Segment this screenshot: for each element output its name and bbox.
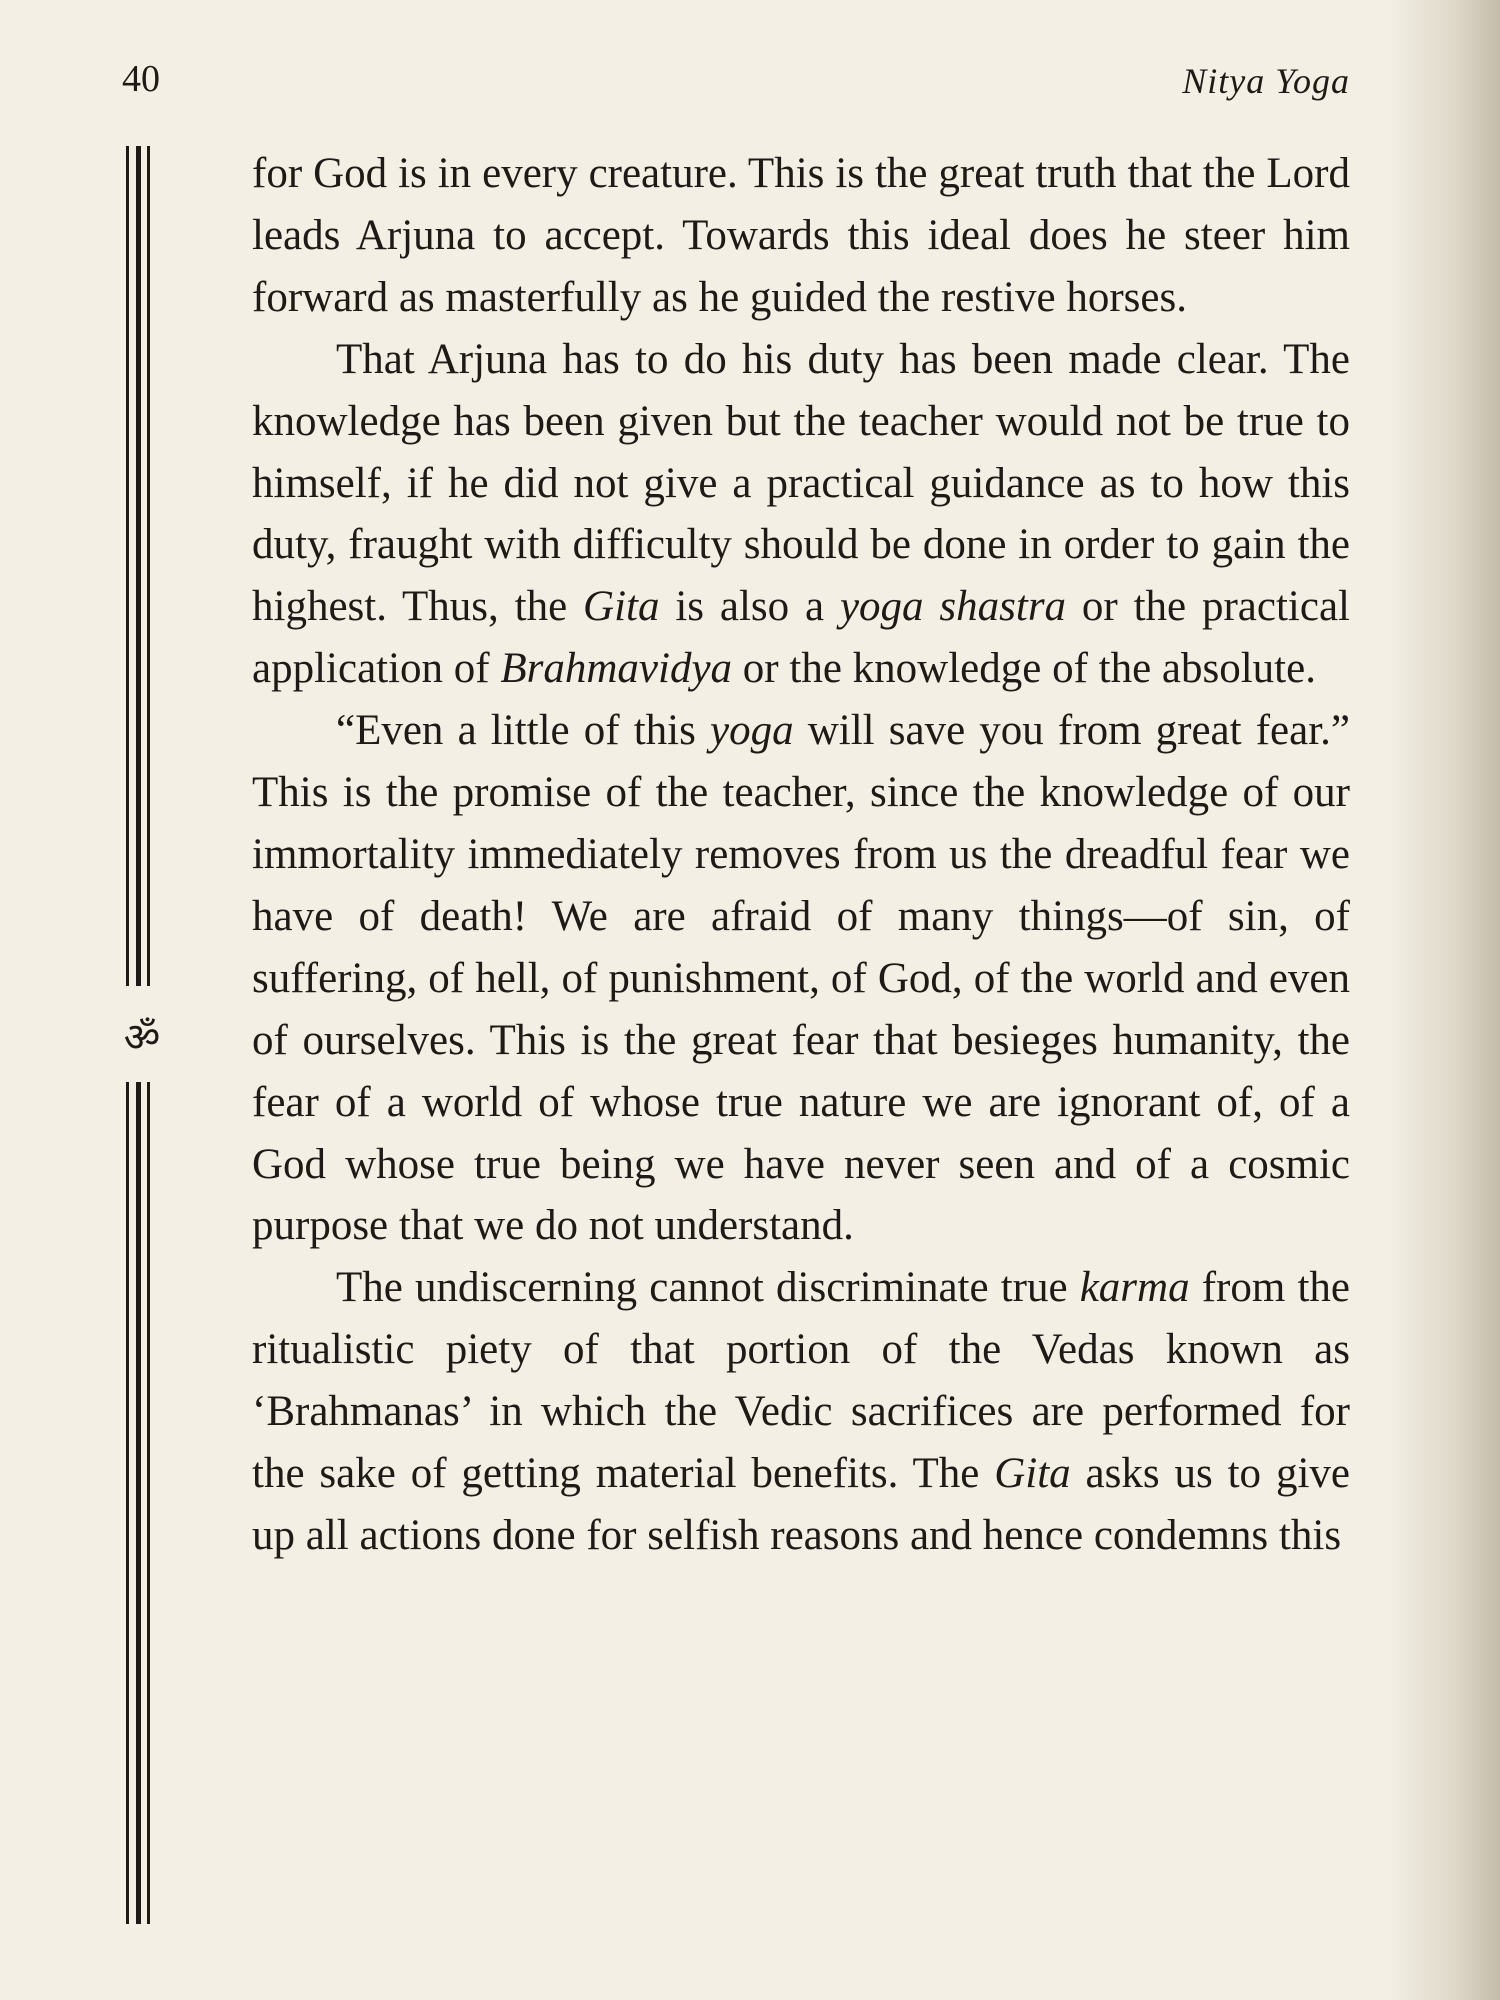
body-text xyxy=(252,143,1350,1567)
italic-term: Gita xyxy=(994,1450,1071,1498)
text-run: or the practical application of xyxy=(252,583,1350,693)
italic-term: yoga shastra xyxy=(839,583,1067,631)
italic-term: Brahmavidya xyxy=(500,645,733,693)
italic-term: Gita xyxy=(583,583,660,631)
margin-rule-top xyxy=(126,146,156,986)
om-icon: ॐ xyxy=(123,1015,161,1061)
italic-term: karma xyxy=(1079,1264,1190,1312)
text-run: is also a xyxy=(659,583,840,631)
text-run: That Arjuna has to do his duty has been made clear. The knowledge has been given but the teacher would not be true to himself, if he did not give a practical guidance as to how this duty, fraught with difficulty should be done in order to gain the highest. Thus, the xyxy=(252,335,1350,631)
paragraph-2 xyxy=(252,329,1350,700)
paragraph-3 xyxy=(252,700,1350,1257)
text-run: “Even a little of this xyxy=(336,707,710,755)
text-run: or the knowledge of the absolute. xyxy=(732,645,1316,693)
text-run: The undiscerning cannot discriminate true xyxy=(336,1264,1080,1312)
paragraph-4 xyxy=(252,1257,1350,1567)
italic-term: yoga xyxy=(709,707,794,755)
text-run: asks us to give up all actions done for selfish reasons and hence condemns this xyxy=(252,1450,1350,1559)
margin-rule-bottom xyxy=(126,1082,156,1924)
running-header: Nitya Yoga xyxy=(1182,61,1350,101)
page-edge-shadow xyxy=(1390,0,1500,2000)
page-number: 40 xyxy=(122,58,160,100)
text-run: will save you from great fear.” This is the promise of the teacher, since the knowledge of our immortality immediately removes from us the dreadful fear we have of death! We are afraid of many things—of sin, of suffering, of hell, of punishment, of God, of the world and even of ourselves. This is the great fear that besieges humanity, the fear of a world of whose true nature we are ignorant of, of a God whose true being we have never seen and of a cosmic purpose that we do not understand. xyxy=(252,707,1350,1250)
paragraph-1: for God is in every creature. This is the great truth that the Lord leads Arjuna to accept. Towards this ideal does he steer him forward as masterfully as he guided the restive horses. xyxy=(252,150,1350,321)
text-run: from the ritualistic piety of that portion of the Vedas known as ‘Brahmanas’ in which the Vedic sacrifices are performed for the sake of getting material benefits. The xyxy=(252,1264,1351,1498)
